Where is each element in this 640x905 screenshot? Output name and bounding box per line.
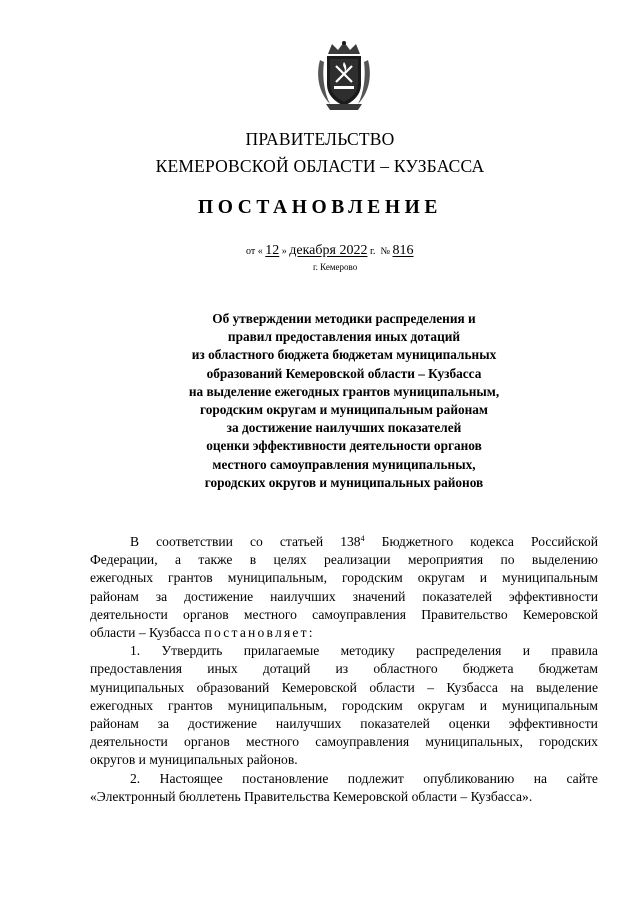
word: Бюджетного [381,534,454,549]
body-line [90,588,598,606]
subject-line: городских округов и муниципальных районов [204,474,484,490]
word: грантов [168,697,213,713]
body-line [90,642,598,660]
document-type-title: ПОСТАНОВЛЕНИЕ [197,197,443,218]
body-line [90,533,598,551]
word: Кемеровской [522,606,598,622]
body-line [90,624,598,642]
word: ежегодных [90,697,154,713]
date-day-close: » [281,246,287,257]
word: муниципальных, [425,734,523,750]
word: кодекса [470,534,514,549]
word: достижение [184,588,254,604]
word: местного [245,734,300,750]
word: 1. [130,643,141,659]
word: правила [551,643,598,659]
word: предоставления [90,661,183,677]
body-line [90,569,598,587]
body-text: области – Кузбасса [90,625,201,641]
subject-line: на выделение ежегодных грантов муниципальным, [188,383,500,399]
word: иных [207,661,238,677]
word: Кузбасса [446,679,498,695]
body-line [90,697,598,715]
word: за [155,588,168,604]
article-number [340,533,364,551]
word: бюджета [462,661,514,677]
word: Утвердить [161,643,223,659]
word: ежегодных [90,570,154,586]
word: муниципальным, [227,570,328,586]
word: выделение [536,679,598,695]
kuzbass-coat-of-arms-icon [314,40,374,112]
date-prefix: от « [246,246,263,257]
body-line [90,606,598,624]
body-line [90,733,598,751]
subject-line: оценки эффективности деятельности органов [206,438,482,454]
number-label: № [380,246,390,257]
subject-line: за достижение наилучших показателей [226,420,462,436]
word: районам [90,716,139,732]
word: деятельности [90,606,168,622]
word: городских [539,734,598,750]
word: городским [342,697,403,713]
word: соответствии [156,534,233,549]
subject-line: образований Кемеровской области – Кузбасса [206,365,482,381]
word: – [427,679,435,695]
word: достижение [187,716,258,732]
word: эффективности [508,588,598,604]
word: наилучших [275,716,342,732]
word: Российской [531,534,598,549]
document-number: 816 [392,243,414,258]
word: на [533,770,548,786]
word: Кемеровской [281,679,357,695]
subject-line: правил предоставления иных дотаций [227,329,461,345]
word: и [522,643,530,659]
word: также [198,552,233,568]
word: опубликованию [423,770,515,786]
word: и [479,570,488,586]
word: эффективности [508,716,598,732]
word: а [174,552,182,568]
word: со [249,534,263,549]
word: и [479,697,488,713]
word: бюджетам [538,661,598,677]
government-name-line2: КЕМЕРОВСКОЙ ОБЛАСТИ – КУЗБАССА [155,156,485,176]
word: постановление [242,770,329,786]
word: по [500,552,515,568]
document-subject [0,310,640,492]
word: городским [342,570,403,586]
word: округам [417,697,465,713]
word: грантов [168,570,213,586]
body-text: округов и муниципальных районов. [90,752,298,768]
word: реализации [324,552,391,568]
word: самоуправления [315,734,410,750]
word: В [130,534,140,549]
word: органов [183,606,229,622]
body-line [90,770,598,788]
word: органов [184,734,230,750]
word: областного [373,661,438,677]
body-line [90,679,598,697]
word: округам [417,570,465,586]
body-line [90,788,598,806]
word: в [249,552,257,568]
word: самоуправления [312,606,407,622]
word: районам [90,588,139,604]
word: статьей [279,534,324,549]
word: из [335,661,349,677]
document-city: г. Кемерово [313,262,358,272]
word: области [369,679,415,695]
word: муниципальным [502,697,598,713]
word: распределения [416,643,502,659]
word: на [510,679,524,695]
word: подлежит [347,770,404,786]
word: дотаций [262,661,311,677]
date-month-year: декабря 2022 [289,243,368,258]
word: Правительство [421,606,508,622]
superscript: 4 [360,534,365,543]
body-text: «Электронный бюллетень Правительства Кемеровской области – Кузбасса». [90,788,533,804]
word: показателей [422,588,492,604]
word: деятельности [90,734,168,750]
word: наилучших [270,588,336,604]
subject-line: Об утверждении методики распределения и [212,311,476,326]
word: муниципальным [502,570,598,586]
body-line [90,660,598,678]
subject-line: из областного бюджета бюджетам муниципальных [191,347,497,363]
document-body [90,533,598,806]
word: сайте [566,770,598,786]
word: выделению [531,552,598,568]
subject-line: местного самоуправления муниципальных, [212,456,476,472]
subject-line: городским округам и муниципальным районам [200,402,488,418]
word: прилагаемые [243,643,320,659]
government-name-line1: ПРАВИТЕЛЬСТВО [245,129,395,149]
word: целях [273,552,307,568]
word: Настоящее [159,770,223,786]
word: за [157,716,170,732]
word: 138 [340,534,361,549]
word: местного [243,606,297,622]
word: методику [340,643,395,659]
word: 2. [130,770,141,786]
body-line [90,715,598,733]
document-date-number [246,243,413,259]
word: образований [196,679,270,695]
body-line [90,751,598,769]
resolution-word: постановляет: [204,625,315,641]
word: Федерации, [90,552,158,568]
word: мероприятия [407,552,484,568]
body-line [90,551,598,569]
date-day: 12 [265,243,280,258]
word: показателей [360,716,430,732]
word: муниципальных [90,679,185,695]
date-year-suffix: г. [369,246,376,257]
word: муниципальным, [227,697,328,713]
word: оценки [448,716,491,732]
word: значений [352,588,406,604]
